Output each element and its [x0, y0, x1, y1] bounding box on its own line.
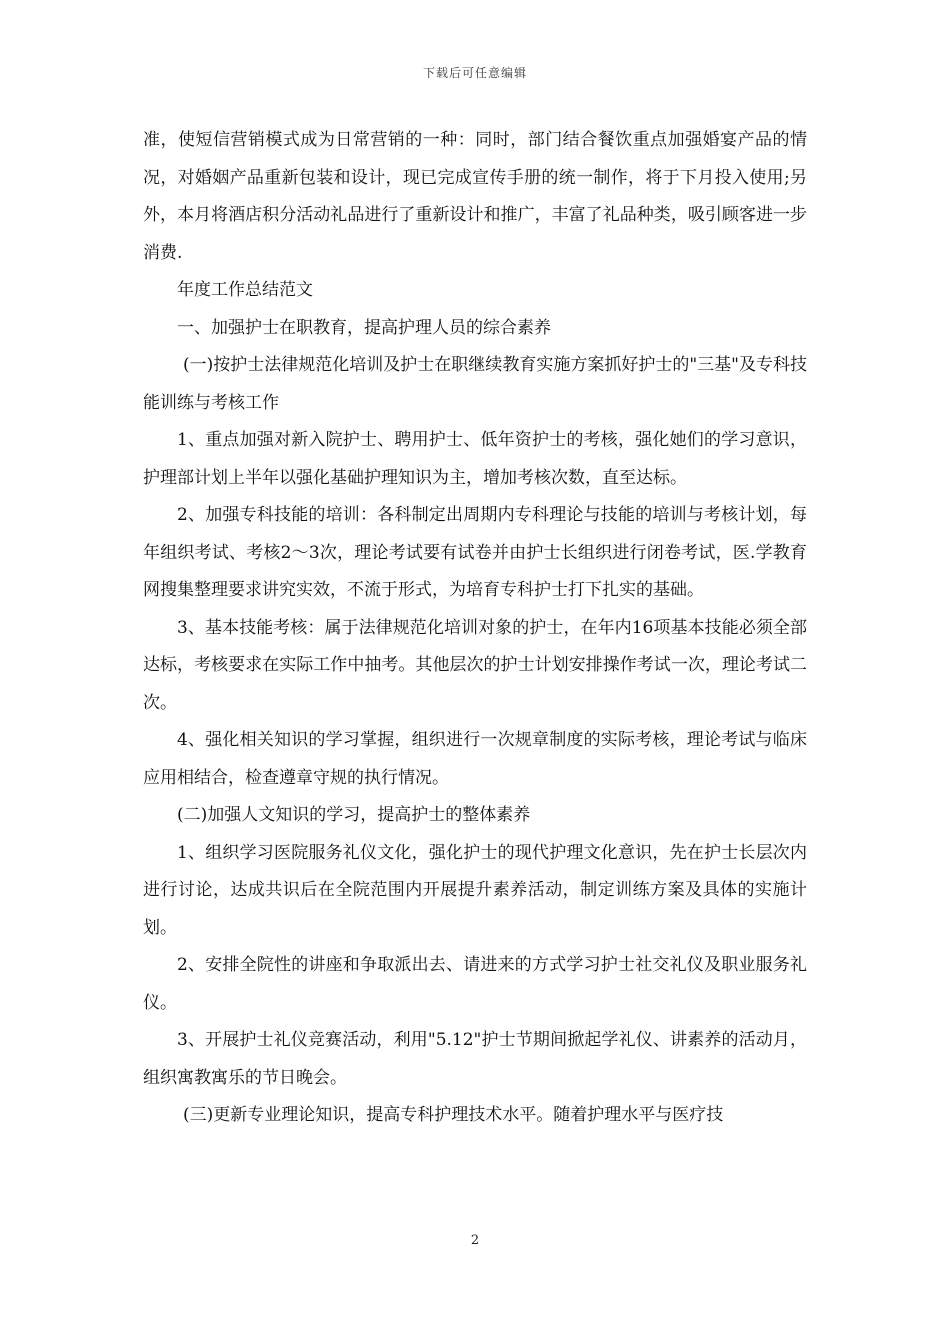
list-item: 2、安排全院性的讲座和争取派出去、请进来的方式学习护士社交礼仪及职业服务礼仪。 [143, 955, 807, 1013]
list-item: 3、开展护士礼仪竞赛活动，利用"5.12"护士节期间掀起学礼仪、讲素养的活动月，组织寓教寓乐的节日晚会。 [143, 1030, 807, 1088]
heading-level-2: (一)按护士法律规范化培训及护士在职继续教育实施方案抓好护士的"三基"及专科技能训练与考核工作 [143, 355, 807, 413]
heading-level-2: (二)加强人文知识的学习，提高护士的整体素养 [177, 805, 531, 825]
page-number: 2 [470, 1233, 480, 1248]
list-item: 1、重点加强对新入院护士、聘用护士、低年资护士的考核，强化她们的学习意识，护理部计划上半年以强化基础护理知识为主，增加考核次数，直至达标。 [143, 430, 807, 488]
page-header: 下载后可任意编辑 [422, 66, 527, 80]
list-item: 2、加强专科技能的培训：各科制定出周期内专科理论与技能的培训与考核计划，每年组织考试、考核2～3次，理论考试要有试卷并由护士长组织进行闭卷考试，医.学教育网搜集整理要求讲究实效，不流于形式，为培育专科护士打下扎实的基础。 [143, 505, 807, 600]
list-item: 3、基本技能考核：属于法律规范化培训对象的护士，在年内16项基本技能必须全部达标，考核要求在实际工作中抽考。其他层次的护士计划安排操作考试一次，理论考试二次。 [143, 617, 807, 713]
paragraph-continuation: 准，使短信营销模式成为日常营销的一种：同时，部门结合餐饮重点加强婚宴产品的情况，对婚姻产品重新包装和设计，现已完成宣传手册的统一制作，将于下月投入使用;另外，本月将酒店积分活动礼品进行了重新设计和推广，丰富了礼品种类，吸引顾客进一步消费. [143, 130, 807, 263]
heading-level-1: 一、加强护士在职教育，提高护理人员的综合素养 [177, 317, 551, 338]
list-item: 1、组织学习医院服务礼仪文化，强化护士的现代护理文化意识，先在护士长层次内进行讨论，达成共识后在全院范围内开展提升素养活动，制定训练方案及具体的实施计划。 [143, 842, 807, 938]
heading-level-2: (三)更新专业理论知识，提高专科护理技术水平。随着护理水平与医疗技 [183, 1105, 724, 1125]
section-title: 年度工作总结范文 [177, 280, 313, 300]
document-body [143, 122, 807, 1135]
list-item: 4、强化相关知识的学习掌握，组织进行一次规章制度的实际考核，理论考试与临床应用相结合，检查遵章守规的执行情况。 [143, 730, 807, 788]
